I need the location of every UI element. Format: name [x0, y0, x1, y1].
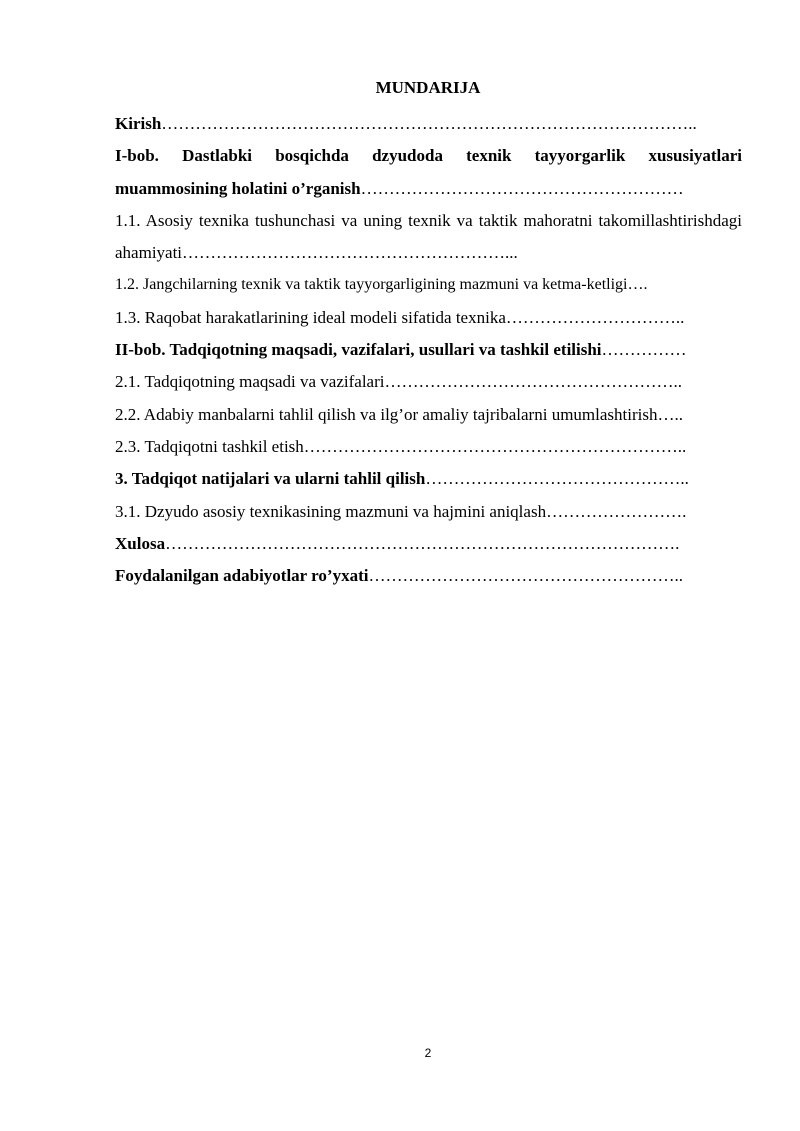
toc-entry-references[interactable] — [115, 560, 742, 592]
toc-leader-dots: ……………………. — [546, 501, 687, 521]
toc-entry-chapter-2[interactable] — [115, 334, 742, 366]
toc-leader-dots: …………… — [601, 340, 687, 360]
toc-entry-label: 2.3. Tadqiqotni tashkil etish — [115, 436, 304, 456]
toc-leader-dots: ………………………………………………… — [360, 178, 684, 198]
toc-entry-label: Kirish — [115, 114, 162, 133]
toc-entry-2-2[interactable] — [115, 399, 742, 431]
toc-entry-1-3[interactable] — [115, 302, 742, 334]
toc-leader-dots: …………………………………………….. — [384, 372, 682, 392]
toc-entry-label: 2.1. Tadqiqotning maqsadi va vazifalari — [115, 372, 385, 392]
toc-leader-dots: ………………………………………………………………………………….. — [161, 114, 697, 133]
toc-entry-label: Xulosa — [115, 533, 166, 553]
toc-entry-label: 2.2. Adabiy manbalarni tahlil qilish va ilg’or amaliy tajribalarni umumlashtirish — [115, 404, 658, 424]
toc-entry-2-1[interactable] — [115, 366, 742, 398]
toc-leader-dots: ………………………………………………………………………………. — [165, 533, 680, 553]
toc-leader-dots: ……………………………………….. — [425, 469, 689, 489]
toc-entry-label: 1.1. Asosiy texnika tushunchasi va uning texnik va taktik mahoratni takomillashtirishdagi ahamiyati — [115, 210, 742, 263]
toc-entry-1-2[interactable] — [115, 269, 742, 301]
toc-entry-3-1[interactable] — [115, 496, 742, 528]
toc-entry-chapter-1[interactable] — [115, 140, 742, 205]
toc-entry-label: 3.1. Dzyudo asosiy texnikasining mazmuni va hajmini aniqlash — [115, 501, 547, 521]
toc-entry-xulosa[interactable] — [115, 528, 742, 560]
toc-leader-dots: ………………………….. — [505, 307, 685, 327]
toc-entry-2-3[interactable] — [115, 431, 742, 463]
toc-entry-label: II-bob. Tadqiqotning maqsadi, vazifalari, usullari va tashkil etilishi — [115, 340, 602, 360]
toc-entry-1-1[interactable] — [115, 205, 742, 270]
toc-entry-label: I-bob. Dastlabki bosqichda dzyudoda texnik tayyorgarlik xususiyatlari muammosining holatini o’rganish — [115, 146, 742, 198]
document-title: MUNDARIJA — [375, 78, 481, 97]
page-number: 2 — [424, 1046, 432, 1060]
toc-entry-label: 1.2. Jangchilarning texnik va taktik tayyorgarligining mazmuni va ketma-ketligi…. — [115, 276, 648, 294]
toc-entry-label: 1.3. Raqobat harakatlarining ideal modeli sifatida texnika — [115, 307, 506, 327]
toc-leader-dots: ………………………………………………………….. — [303, 436, 687, 456]
toc-leader-dots: ….. — [657, 404, 683, 424]
toc-leader-dots: …………………………………………………... — [182, 243, 518, 263]
toc-entry-kirish[interactable] — [115, 108, 742, 140]
toc-entry-label: 3. Tadqiqot natijalari va ularni tahlil qilish — [115, 469, 426, 489]
toc-leader-dots: ……………………………………………….. — [368, 566, 683, 586]
toc-entry-label: Foydalanilgan adabiyotlar ro’yxati — [115, 566, 369, 586]
table-of-contents — [115, 108, 742, 592]
toc-entry-chapter-3[interactable] — [115, 463, 742, 495]
